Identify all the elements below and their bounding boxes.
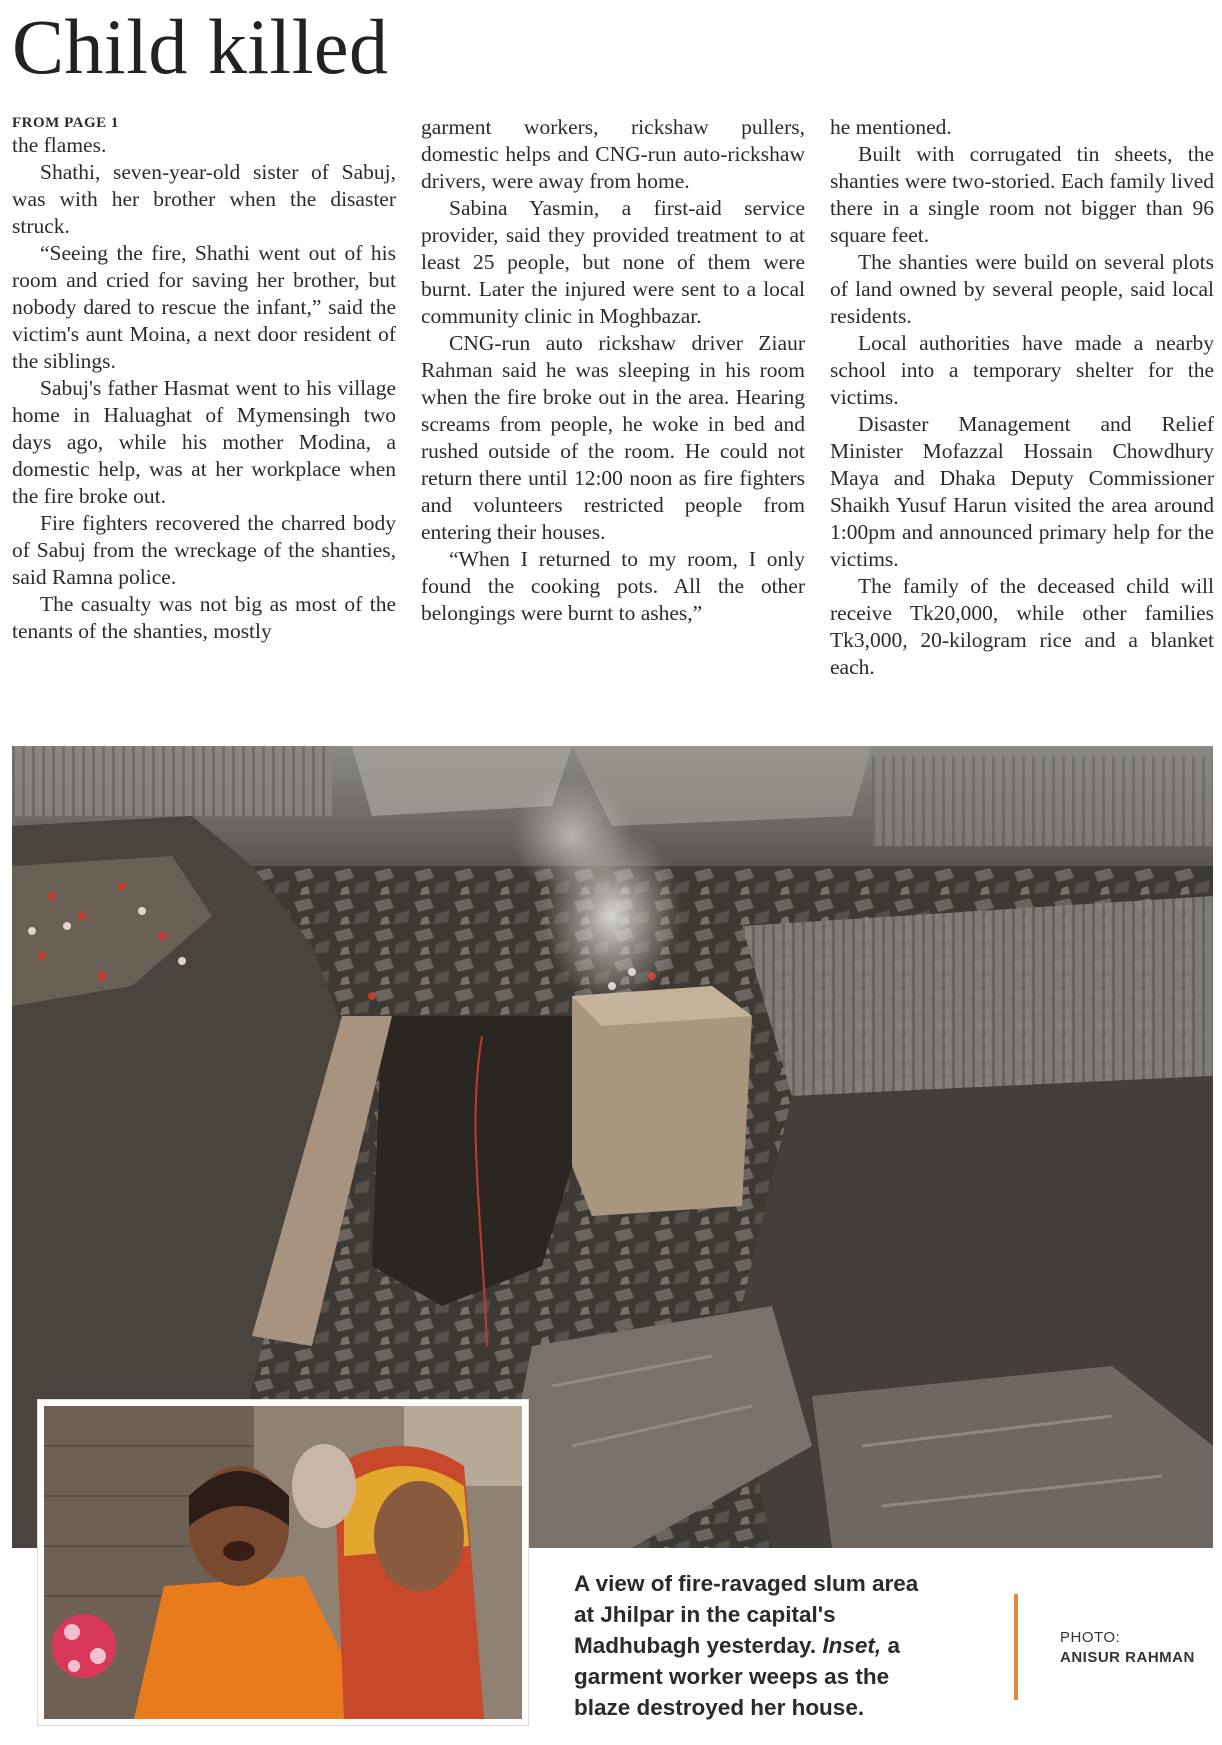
paragraph: Sabina Yasmin, a first-aid service provider, said they provided treatment to at least 25 people, but none of them were burnt. Later the injured were sent to a local community clinic in Moghbazar. — [421, 196, 805, 328]
photo-caption — [574, 1568, 934, 1723]
article-column-3 — [830, 114, 1214, 681]
credit-label: PHOTO: — [1060, 1629, 1121, 1646]
credit-name: ANISUR RAHMAN — [1060, 1649, 1195, 1666]
paragraph: Fire fighters recovered the charred body of Sabuj from the wreckage of the shanties, said Ramna police. — [12, 511, 396, 589]
caption-divider — [1014, 1594, 1018, 1700]
paragraph: Sabuj's father Hasmat went to his village home in Haluaghat of Mymensingh two days ago, while his mother Modina, a domestic help, was at her workplace when the fire broke out. — [12, 376, 396, 508]
paragraph: Local authorities have made a nearby school into a temporary shelter for the victims. — [830, 331, 1214, 409]
caption-inset-label: Inset, — [822, 1633, 882, 1658]
weeping-woman-photo — [44, 1406, 522, 1719]
caption-inset: a garment worker weeps as the blaze destroyed her house. — [574, 1633, 900, 1720]
caption-main: A view of fire-ravaged slum area at Jhilpar in the capital's Madhubagh yesterday. — [574, 1571, 919, 1658]
article-column-2 — [421, 114, 805, 627]
article-column-1 — [12, 114, 396, 645]
paragraph: garment workers, rickshaw pullers, domestic helps and CNG-run auto-rickshaw drivers, were away from home. — [421, 115, 805, 193]
jump-line: FROM PAGE 1 — [12, 115, 119, 131]
photo-credit — [1060, 1628, 1195, 1668]
paragraph: The shanties were build on several plots of land owned by several people, said local residents. — [830, 250, 1214, 328]
headline: Child killed — [12, 3, 389, 90]
paragraph: Built with corrugated tin sheets, the shanties were two-storied. Each family lived there in a single room not bigger than 96 square feet. — [830, 142, 1214, 247]
paragraph: The casualty was not big as most of the tenants of the shanties, mostly — [12, 592, 396, 643]
paragraph: he mentioned. — [830, 115, 952, 139]
paragraph: The family of the deceased child will receive Tk20,000, while other families Tk3,000, 20-kilogram rice and a blanket each. — [830, 574, 1214, 679]
paragraph: “When I returned to my room, I only found the cooking pots. All the other belongings were burnt to ashes,” — [421, 547, 805, 625]
paragraph: Shathi, seven-year-old sister of Sabuj, was with her brother when the disaster struck. — [12, 160, 396, 238]
paragraph: the flames. — [12, 133, 107, 157]
inset-photo — [38, 1400, 528, 1725]
paragraph: CNG-run auto rickshaw driver Ziaur Rahman said he was sleeping in his room when the fire broke out in the area. Hearing screams from people, he woke in bed and rushed outside of the room. He could not return there until 12:00 noon as fire fighters and volunteers restricted people from entering their houses. — [421, 331, 805, 544]
paragraph: “Seeing the fire, Shathi went out of his room and cried for saving her brother, but nobody dared to rescue the infant,” said the victim's aunt Moina, a next door resident of the siblings. — [12, 241, 396, 373]
paragraph: Disaster Management and Relief Minister Mofazzal Hossain Chowdhury Maya and Dhaka Deputy Commissioner Shaikh Yusuf Harun visited the area around 1:00pm and announced primary help for the victims. — [830, 412, 1214, 571]
